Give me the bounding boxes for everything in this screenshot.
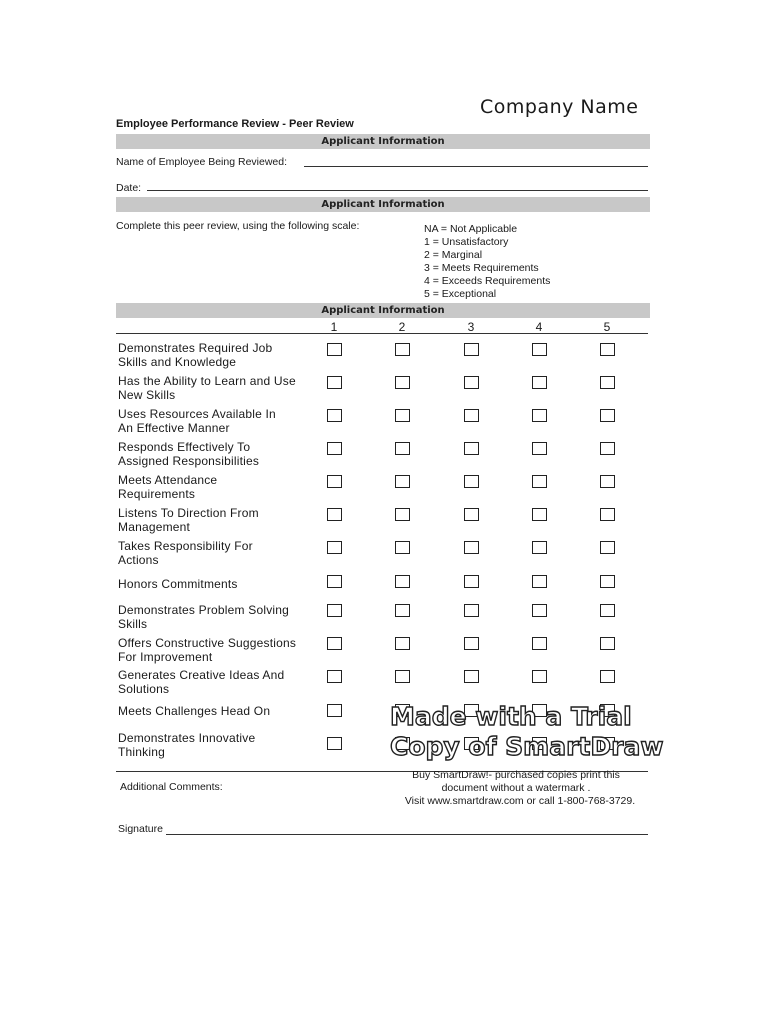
rating-checkbox[interactable] <box>395 575 410 588</box>
employee-name-field[interactable] <box>304 166 648 167</box>
rating-checkbox[interactable] <box>327 343 342 356</box>
criterion-label: Meets Challenges Head On <box>118 704 271 718</box>
rating-checkbox[interactable] <box>464 604 479 617</box>
rating-column-header: 4 <box>535 320 543 334</box>
rating-checkbox[interactable] <box>327 604 342 617</box>
additional-comments-label: Additional Comments: <box>120 781 223 793</box>
scale-item-1: 1 = Unsatisfactory <box>424 236 509 248</box>
rating-checkbox[interactable] <box>327 442 342 455</box>
rating-checkbox[interactable] <box>395 442 410 455</box>
scale-item-3: 3 = Meets Requirements <box>424 262 539 274</box>
scale-item-4: 4 = Exceeds Requirements <box>424 275 551 287</box>
rating-checkbox[interactable] <box>532 604 547 617</box>
rating-checkbox[interactable] <box>395 637 410 650</box>
rating-checkbox[interactable] <box>600 637 615 650</box>
watermark-line-2: Copy of SmartDraw <box>390 732 664 761</box>
document-title: Employee Performance Review - Peer Review <box>116 118 354 130</box>
criterion-label: Demonstrates Innovative Thinking <box>118 731 256 759</box>
rating-checkbox[interactable] <box>395 670 410 683</box>
criterion-label: Meets Attendance Requirements <box>118 473 218 501</box>
rating-checkbox[interactable] <box>395 376 410 389</box>
rating-checkbox[interactable] <box>532 409 547 422</box>
rating-checkbox[interactable] <box>327 541 342 554</box>
rating-checkbox[interactable] <box>532 575 547 588</box>
rating-checkbox[interactable] <box>464 670 479 683</box>
section-band-applicant-info: Applicant Information <box>116 134 650 149</box>
rating-checkbox[interactable] <box>464 637 479 650</box>
rating-checkbox[interactable] <box>532 475 547 488</box>
watermark-buy-line-2: document without a watermark . <box>441 782 591 794</box>
date-label: Date: <box>116 182 142 194</box>
rating-checkbox[interactable] <box>464 409 479 422</box>
company-name: Company Name <box>480 96 639 118</box>
ratings-header-divider <box>116 333 648 334</box>
rating-checkbox[interactable] <box>600 508 615 521</box>
rating-checkbox[interactable] <box>395 343 410 356</box>
criterion-label: Offers Constructive Suggestions For Improvement <box>118 636 297 664</box>
rating-checkbox[interactable] <box>327 704 342 717</box>
rating-checkbox[interactable] <box>395 508 410 521</box>
signature-field[interactable] <box>166 834 648 835</box>
rating-checkbox[interactable] <box>395 604 410 617</box>
rating-checkbox[interactable] <box>327 475 342 488</box>
criterion-label: Generates Creative Ideas And Solutions <box>118 668 285 696</box>
rating-checkbox[interactable] <box>327 670 342 683</box>
rating-checkbox[interactable] <box>600 343 615 356</box>
rating-checkbox[interactable] <box>600 376 615 389</box>
rating-checkbox[interactable] <box>395 475 410 488</box>
rating-checkbox[interactable] <box>327 409 342 422</box>
instructions-text: Complete this peer review, using the following scale: <box>116 220 360 232</box>
rating-checkbox[interactable] <box>327 508 342 521</box>
rating-checkbox[interactable] <box>395 541 410 554</box>
rating-checkbox[interactable] <box>532 670 547 683</box>
criterion-label: Listens To Direction From Management <box>118 506 259 534</box>
rating-checkbox[interactable] <box>327 637 342 650</box>
rating-checkbox[interactable] <box>327 737 342 750</box>
scale-item-na: NA = Not Applicable <box>424 223 518 235</box>
rating-checkbox[interactable] <box>532 343 547 356</box>
rating-checkbox[interactable] <box>395 409 410 422</box>
employee-name-label: Name of Employee Being Reviewed: <box>116 156 288 168</box>
rating-column-header: 1 <box>330 320 338 334</box>
rating-checkbox[interactable] <box>464 475 479 488</box>
section-band-scale: Applicant Information <box>116 197 650 212</box>
rating-checkbox[interactable] <box>600 541 615 554</box>
rating-checkbox[interactable] <box>600 475 615 488</box>
rating-checkbox[interactable] <box>600 442 615 455</box>
criterion-label: Uses Resources Available In An Effective Manner <box>118 407 276 435</box>
scale-item-5: 5 = Exceptional <box>424 288 497 300</box>
section-band-ratings: Applicant Information <box>116 303 650 318</box>
rating-checkbox[interactable] <box>464 575 479 588</box>
criterion-label: Has the Ability to Learn and Use New Skills <box>118 374 296 402</box>
date-field[interactable] <box>147 190 648 191</box>
rating-checkbox[interactable] <box>464 508 479 521</box>
rating-checkbox[interactable] <box>532 376 547 389</box>
rating-checkbox[interactable] <box>600 670 615 683</box>
rating-column-header: 3 <box>467 320 475 334</box>
criterion-label: Responds Effectively To Assigned Responsibilities <box>118 440 260 468</box>
rating-checkbox[interactable] <box>532 508 547 521</box>
scale-item-2: 2 = Marginal <box>424 249 483 261</box>
criterion-label: Demonstrates Required Job Skills and Knowledge <box>118 341 273 369</box>
rating-checkbox[interactable] <box>532 442 547 455</box>
rating-column-header: 5 <box>603 320 611 334</box>
watermark-buy-line-1: Buy SmartDraw!- purchased copies print this <box>412 769 620 781</box>
watermark-line-1: Made with a Trial <box>390 702 632 731</box>
rating-checkbox[interactable] <box>600 409 615 422</box>
watermark-buy-line-3: Visit www.smartdraw.com or call 1-800-768-3729. <box>404 795 636 807</box>
signature-label: Signature <box>118 823 163 835</box>
rating-checkbox[interactable] <box>532 541 547 554</box>
rating-checkbox[interactable] <box>464 541 479 554</box>
rating-checkbox[interactable] <box>327 376 342 389</box>
rating-checkbox[interactable] <box>532 637 547 650</box>
criterion-label: Takes Responsibility For Actions <box>118 539 253 567</box>
rating-checkbox[interactable] <box>464 343 479 356</box>
rating-checkbox[interactable] <box>464 376 479 389</box>
criterion-label: Honors Commitments <box>118 577 238 591</box>
rating-checkbox[interactable] <box>464 442 479 455</box>
criterion-label: Demonstrates Problem Solving Skills <box>118 603 290 631</box>
rating-checkbox[interactable] <box>600 604 615 617</box>
rating-checkbox[interactable] <box>600 575 615 588</box>
rating-checkbox[interactable] <box>327 575 342 588</box>
rating-column-header: 2 <box>398 320 406 334</box>
